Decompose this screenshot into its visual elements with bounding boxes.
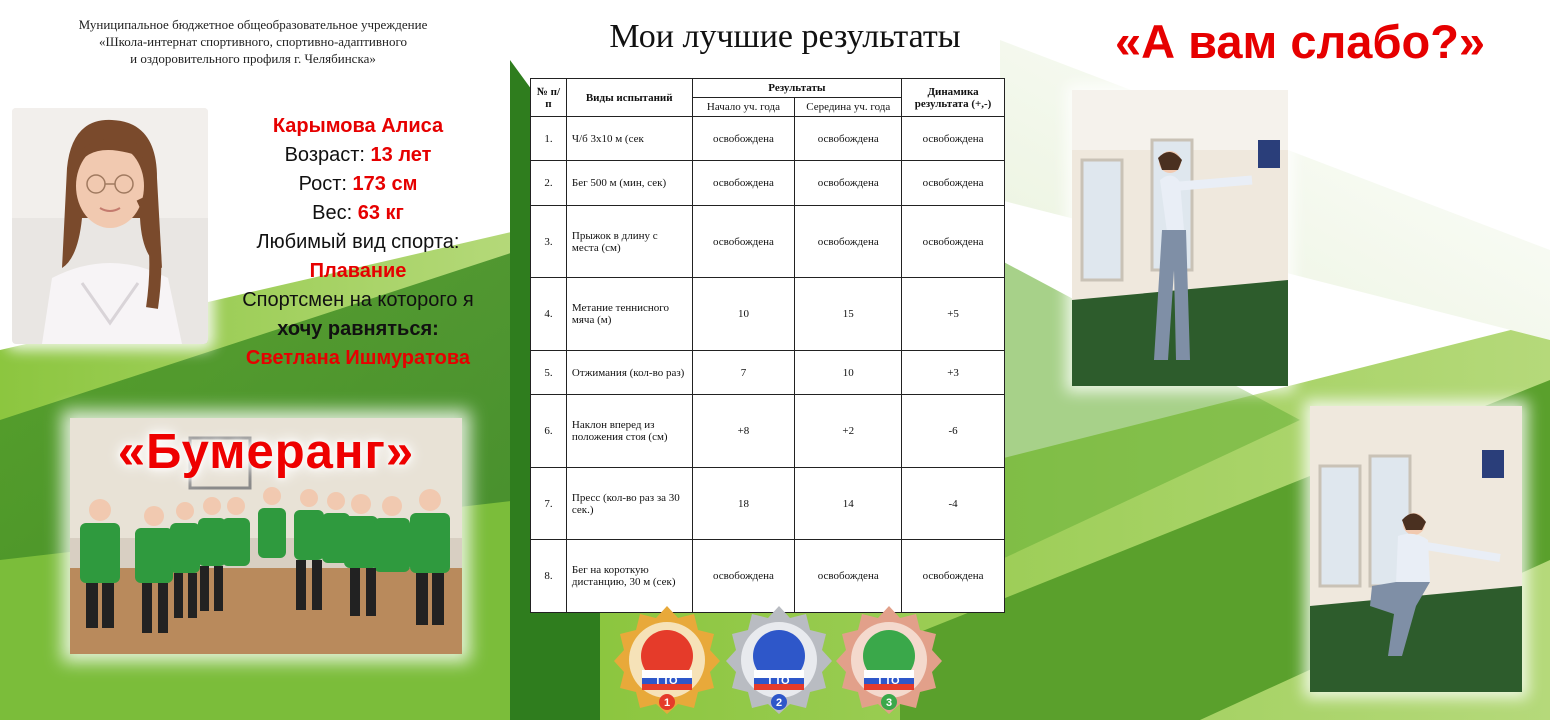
row-num: 4. (531, 278, 567, 351)
row-dynamics: освобождена (902, 117, 1005, 161)
row-num: 5. (531, 350, 567, 394)
weight-row (210, 199, 506, 228)
row-dynamics: освобождена (902, 161, 1005, 205)
boomerang-title: «Бумеранг» (117, 425, 415, 479)
row-start: 10 (692, 278, 795, 351)
school-line-3: и оздоровительного профиля г. Челябинска» (130, 51, 376, 66)
row-dynamics: +3 (902, 350, 1005, 394)
table-row (531, 117, 1005, 161)
row-dynamics: +5 (902, 278, 1005, 351)
student-name: Карымова Алиса (272, 115, 444, 137)
row-test: Отжимания (кол-во раз) (566, 350, 692, 394)
row-dynamics: освобождена (902, 540, 1005, 613)
row-test: Метание теннисного мяча (м) (566, 278, 692, 351)
age-value: 13 лет (370, 144, 432, 166)
row-start: освобождена (692, 540, 795, 613)
row-test: Прыжок в длину с места (см) (566, 205, 692, 278)
medal-gold-icon (612, 604, 722, 716)
results-table (530, 78, 1005, 613)
row-num: 1. (531, 117, 567, 161)
table-row (531, 278, 1005, 351)
school-line-2: «Школа-интернат спортивного, спортивно-адаптивного (99, 34, 407, 49)
age-label: Возраст: (284, 144, 365, 166)
header-dynamics: Динамика результата (+,-) (902, 79, 1005, 117)
medal-silver-icon (724, 604, 834, 716)
medal-label: ГТО (768, 675, 790, 687)
table-row (531, 205, 1005, 278)
header-test: Виды испытаний (566, 79, 692, 117)
results-title: Мои лучшие результаты (609, 18, 961, 55)
row-num: 2. (531, 161, 567, 205)
row-dynamics: освобождена (902, 205, 1005, 278)
header-mid: Середина уч. года (795, 98, 902, 117)
table-row (531, 467, 1005, 540)
row-start: +8 (692, 395, 795, 468)
row-mid: 10 (795, 350, 902, 394)
sport-value: Плавание (309, 260, 407, 282)
sport-label: Любимый вид спорта: (256, 231, 460, 253)
row-dynamics: -4 (902, 467, 1005, 540)
row-start: освобождена (692, 205, 795, 278)
medal-label: ГТО (656, 675, 678, 687)
weight-label: Вес: (312, 202, 353, 224)
row-mid: освобождена (795, 161, 902, 205)
row-mid: +2 (795, 395, 902, 468)
portrait-photo (12, 108, 208, 344)
row-mid: освобождена (795, 117, 902, 161)
header-num: № п/п (531, 79, 567, 117)
role-model-label-1: Спортсмен на которого я (242, 289, 474, 311)
medal-level: 1 (663, 697, 671, 709)
exercise-photo-2 (1310, 406, 1522, 692)
table-header-row (531, 79, 1005, 98)
row-test: Ч/б 3х10 м (сек (566, 117, 692, 161)
height-value: 173 см (352, 173, 418, 195)
header-results: Результаты (692, 79, 902, 98)
role-model-value: Светлана Ишмуратова (245, 347, 471, 369)
school-line-1: Муниципальное бюджетное общеобразовательное учреждение (78, 17, 428, 32)
row-mid: освобождена (795, 205, 902, 278)
slogan: «А вам слабо?» (1114, 15, 1486, 68)
row-num: 3. (531, 205, 567, 278)
row-test: Бег 500 м (мин, сек) (566, 161, 692, 205)
row-num: 7. (531, 467, 567, 540)
row-start: 7 (692, 350, 795, 394)
table-row (531, 350, 1005, 394)
table-row (531, 161, 1005, 205)
medal-level: 3 (885, 697, 893, 709)
row-test: Наклон вперед из положения стоя (см) (566, 395, 692, 468)
weight-value: 63 кг (357, 202, 404, 224)
table-row (531, 395, 1005, 468)
role-model-label-2: хочу равняться: (277, 318, 439, 340)
height-label: Рост: (298, 173, 347, 195)
row-test: Бег на короткую дистанцию, 30 м (сек) (566, 540, 692, 613)
table-row (531, 540, 1005, 613)
row-test: Пресс (кол-во раз за 30 сек.) (566, 467, 692, 540)
age-row (210, 141, 506, 170)
row-mid: 15 (795, 278, 902, 351)
row-start: освобождена (692, 117, 795, 161)
row-start: освобождена (692, 161, 795, 205)
row-mid: освобождена (795, 540, 902, 613)
row-mid: 14 (795, 467, 902, 540)
profile-info (210, 112, 506, 373)
exercise-photo-1 (1072, 90, 1288, 386)
school-header (6, 16, 500, 67)
row-num: 6. (531, 395, 567, 468)
row-start: 18 (692, 467, 795, 540)
medal-bronze-icon (834, 604, 944, 716)
row-dynamics: -6 (902, 395, 1005, 468)
medal-level: 2 (775, 697, 783, 709)
row-num: 8. (531, 540, 567, 613)
medal-label: ГТО (878, 675, 900, 687)
height-row (210, 170, 506, 199)
header-start: Начало уч. года (692, 98, 795, 117)
